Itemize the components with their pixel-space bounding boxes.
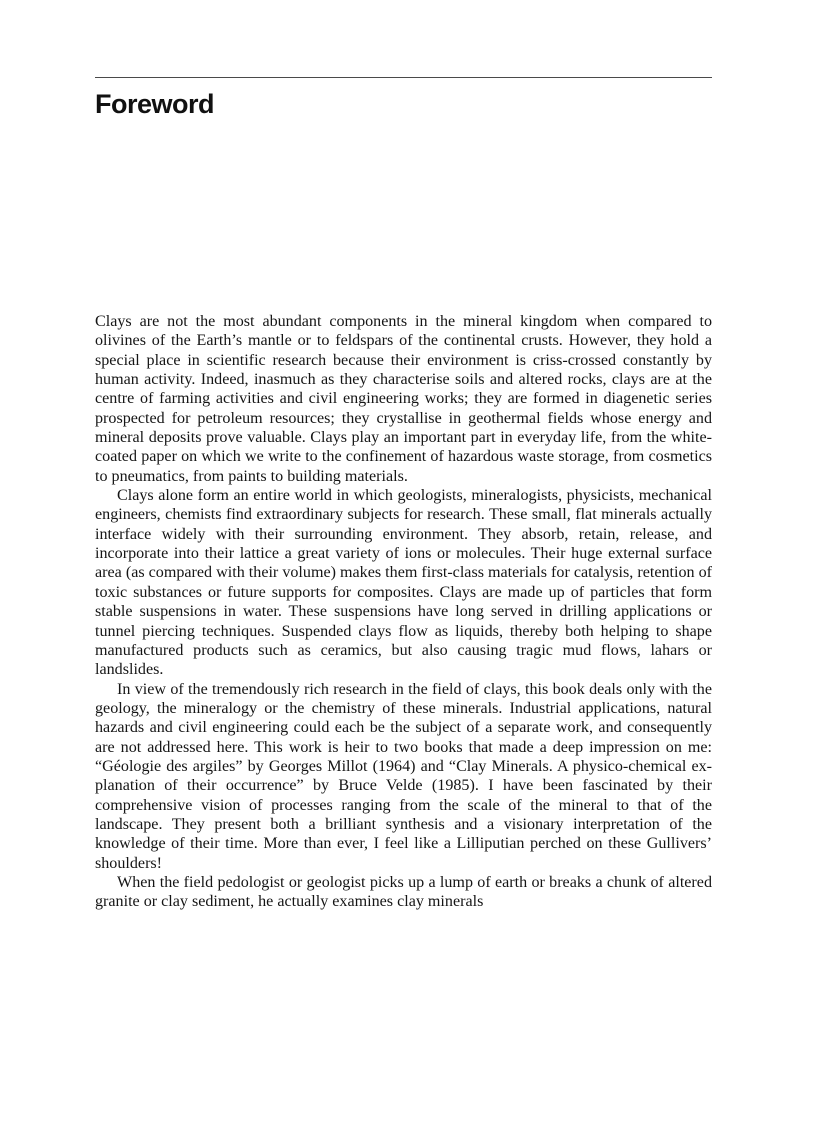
page-title: Foreword <box>95 89 215 119</box>
paragraph-2: Clays alone form an entire world in which geologists, mineralogists, physicists, mechanical engineers, chemists find extraordinary subjects for research. These small, flat minerals actually interface widely with their surrounding environment. They absorb, retain, release, and incorporate into their lattice a great variety of ions or molecules. Their huge external surface area (as compared with their volume) makes them first-class materials for catalysis, retention of toxic substances or future supports for composites. Clays are made up of particles that form stable suspensions in water. These suspensions have long served in drilling applications or tunnel piercing techniques. Suspended clays flow as liquids, thereby both helping to shape manufactured products such as ceramics, but also causing tragic mud flows, lahars or landslides. <box>95 487 712 679</box>
paragraph-3: In view of the tremendously rich research in the field of clays, this book deals only with the geology, the mineralogy or the chemistry of these minerals. Industrial applications, natural hazards and civil engineering could each be the subject of a separate work, and consequently are not addressed here. This work is heir to two books that made a deep impression on me: “Géologie des argiles” by Georges Millot (1964) and “Clay Minerals. A physico-chemical explanation of their occurrence” by Bruce Velde (1985). I have been fascinated by their comprehensive vision of processes ranging from the scale of the mineral to that of the landscape. They present both a brilliant synthesis and a visionary interpretation of the knowledge of their time. More than ever, I feel like a Lilliputian perched on these Gullivers’ shoulders! <box>95 680 712 872</box>
paragraph-4: When the field pedologist or geologist picks up a lump of earth or breaks a chunk of altered granite or clay sediment, he actually examines clay minerals <box>95 873 712 911</box>
foreword-body <box>95 312 712 912</box>
paragraph-1: Clays are not the most abundant components in the mineral kingdom when compared to olivines of the Earth’s mantle or to feldspars of the continental crusts. However, they hold a special place in scientific research because their environment is criss-crossed constantly by human activity. Indeed, inasmuch as they characterise soils and altered rocks, clays are at the centre of farming activities and civil engineering works; they are formed in diagenetic series prospected for petroleum resources; they crystallise in geothermal fields whose energy and mineral deposits prove valuable. Clays play an important part in everyday life, from the white-coated paper on which we write to the confinement of hazardous waste storage, from cosmetics to pneumatics, from paints to building materials. <box>95 313 712 485</box>
header-rule <box>95 77 712 78</box>
